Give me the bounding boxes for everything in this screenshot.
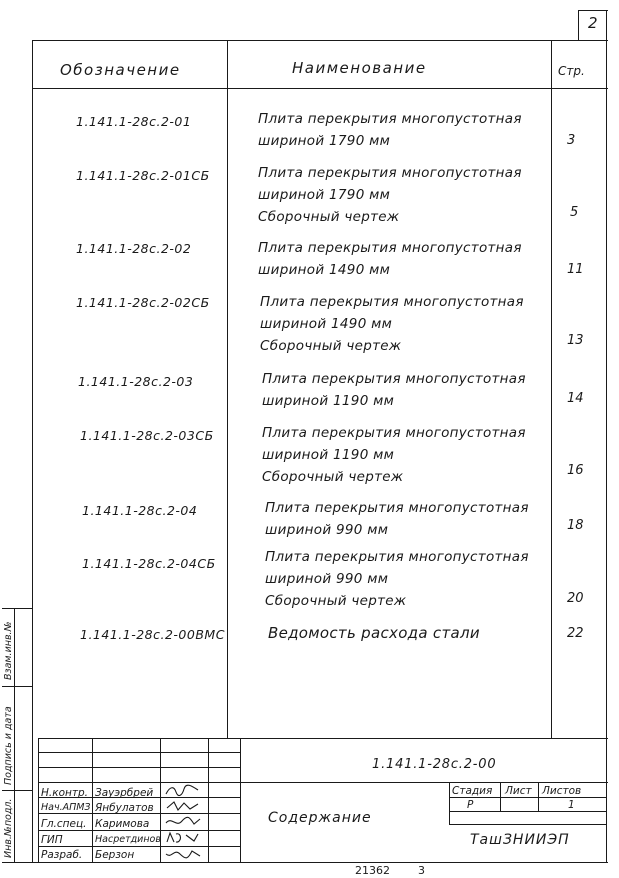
row-name-line: шириной 990 мм xyxy=(265,522,389,538)
row-page: 18 xyxy=(567,518,584,533)
organization-name: ТашЗНИИЭП xyxy=(470,832,570,848)
sheets-label: Листов xyxy=(542,785,582,797)
document-title: Содержание xyxy=(268,810,372,826)
person-name: Берзон xyxy=(95,849,135,861)
row-name-line: шириной 1190 мм xyxy=(262,447,395,463)
row-name-line: Плита перекрытия многопустотная xyxy=(258,111,522,127)
page-index: 3 xyxy=(418,864,425,877)
row-code: 1.141.1-28с.2-04 xyxy=(82,503,198,518)
signature-icon xyxy=(164,799,202,813)
row-code: 1.141.1-28с.2-03 xyxy=(78,374,194,389)
row-page: 22 xyxy=(567,626,584,641)
row-name-line: Плита перекрытия многопустотная xyxy=(258,240,522,256)
row-name-line: шириной 1790 мм xyxy=(258,133,391,149)
stage-label: Стадия xyxy=(452,785,493,797)
row-page: 3 xyxy=(567,133,576,148)
inv-podl-label: Инв.№подл. xyxy=(3,798,14,858)
row-name-line: Ведомость расхода стали xyxy=(268,624,480,642)
document-code: 1.141.1-28с.2-00 xyxy=(372,757,497,772)
row-name-line: Сборочный чертеж xyxy=(258,209,400,225)
row-name-line: Плита перекрытия многопустотная xyxy=(265,549,529,565)
signature-icon xyxy=(164,831,202,845)
sheet-value: 1 xyxy=(568,799,575,811)
row-name-line: Сборочный чертеж xyxy=(260,338,402,354)
row-page: 20 xyxy=(567,591,584,606)
row-name-line: Плита перекрытия многопустотная xyxy=(262,425,526,441)
sheet-label: Лист xyxy=(505,785,532,797)
row-name-line: шириной 1190 мм xyxy=(262,393,395,409)
row-name-line: шириной 1490 мм xyxy=(260,316,393,332)
row-code: 1.141.1-28с.2-01СБ xyxy=(76,168,210,183)
row-code: 1.141.1-28с.2-00ВМС xyxy=(80,627,225,642)
person-name: Янбулатов xyxy=(95,802,154,814)
person-name: Каримова xyxy=(95,818,150,830)
row-code: 1.141.1-28с.2-03СБ xyxy=(80,428,214,443)
row-code: 1.141.1-28с.2-02 xyxy=(76,241,192,256)
role-label: Н.контр. xyxy=(41,787,88,799)
row-name-line: Плита перекрытия многопустотная xyxy=(262,371,526,387)
person-name: Насретдинов xyxy=(95,834,161,845)
vzam-inv-label: Взам.инв.№ xyxy=(3,621,14,680)
header-page: Стр. xyxy=(558,64,585,78)
row-name-line: Плита перекрытия многопустотная xyxy=(260,294,524,310)
row-name-line: шириной 1790 мм xyxy=(258,187,391,203)
row-name-line: Сборочный чертеж xyxy=(265,593,407,609)
row-name-line: Плита перекрытия многопустотная xyxy=(265,500,529,516)
row-code: 1.141.1-28с.2-01 xyxy=(76,114,192,129)
header-name: Наименование xyxy=(292,59,427,77)
role-label: Гл.спец. xyxy=(41,818,87,830)
signature-date-label: Подпись и дата xyxy=(3,706,14,785)
signature-icon xyxy=(164,784,202,798)
row-name-line: Плита перекрытия многопустотная xyxy=(258,165,522,181)
sheet-number: 2 xyxy=(588,14,598,32)
person-name: Зауэрбрей xyxy=(95,787,154,799)
signature-icon xyxy=(164,847,202,861)
stage-value: Р xyxy=(467,799,474,811)
row-page: 5 xyxy=(570,205,579,220)
row-name-line: шириной 990 мм xyxy=(265,571,389,587)
role-label: ГИП xyxy=(41,834,63,846)
row-name-line: Сборочный чертеж xyxy=(262,469,404,485)
header-designation: Обозначение xyxy=(60,61,181,79)
role-label: Нач.АПМЗ xyxy=(41,802,91,813)
signature-icon xyxy=(164,815,202,829)
row-page: 16 xyxy=(567,463,584,478)
row-page: 11 xyxy=(567,262,584,277)
row-code: 1.141.1-28с.2-02СБ xyxy=(76,295,210,310)
role-label: Разраб. xyxy=(41,849,83,861)
album-number: 21362 xyxy=(355,864,390,877)
row-page: 13 xyxy=(567,333,584,348)
row-name-line: шириной 1490 мм xyxy=(258,262,391,278)
row-code: 1.141.1-28с.2-04СБ xyxy=(82,556,216,571)
row-page: 14 xyxy=(567,391,584,406)
